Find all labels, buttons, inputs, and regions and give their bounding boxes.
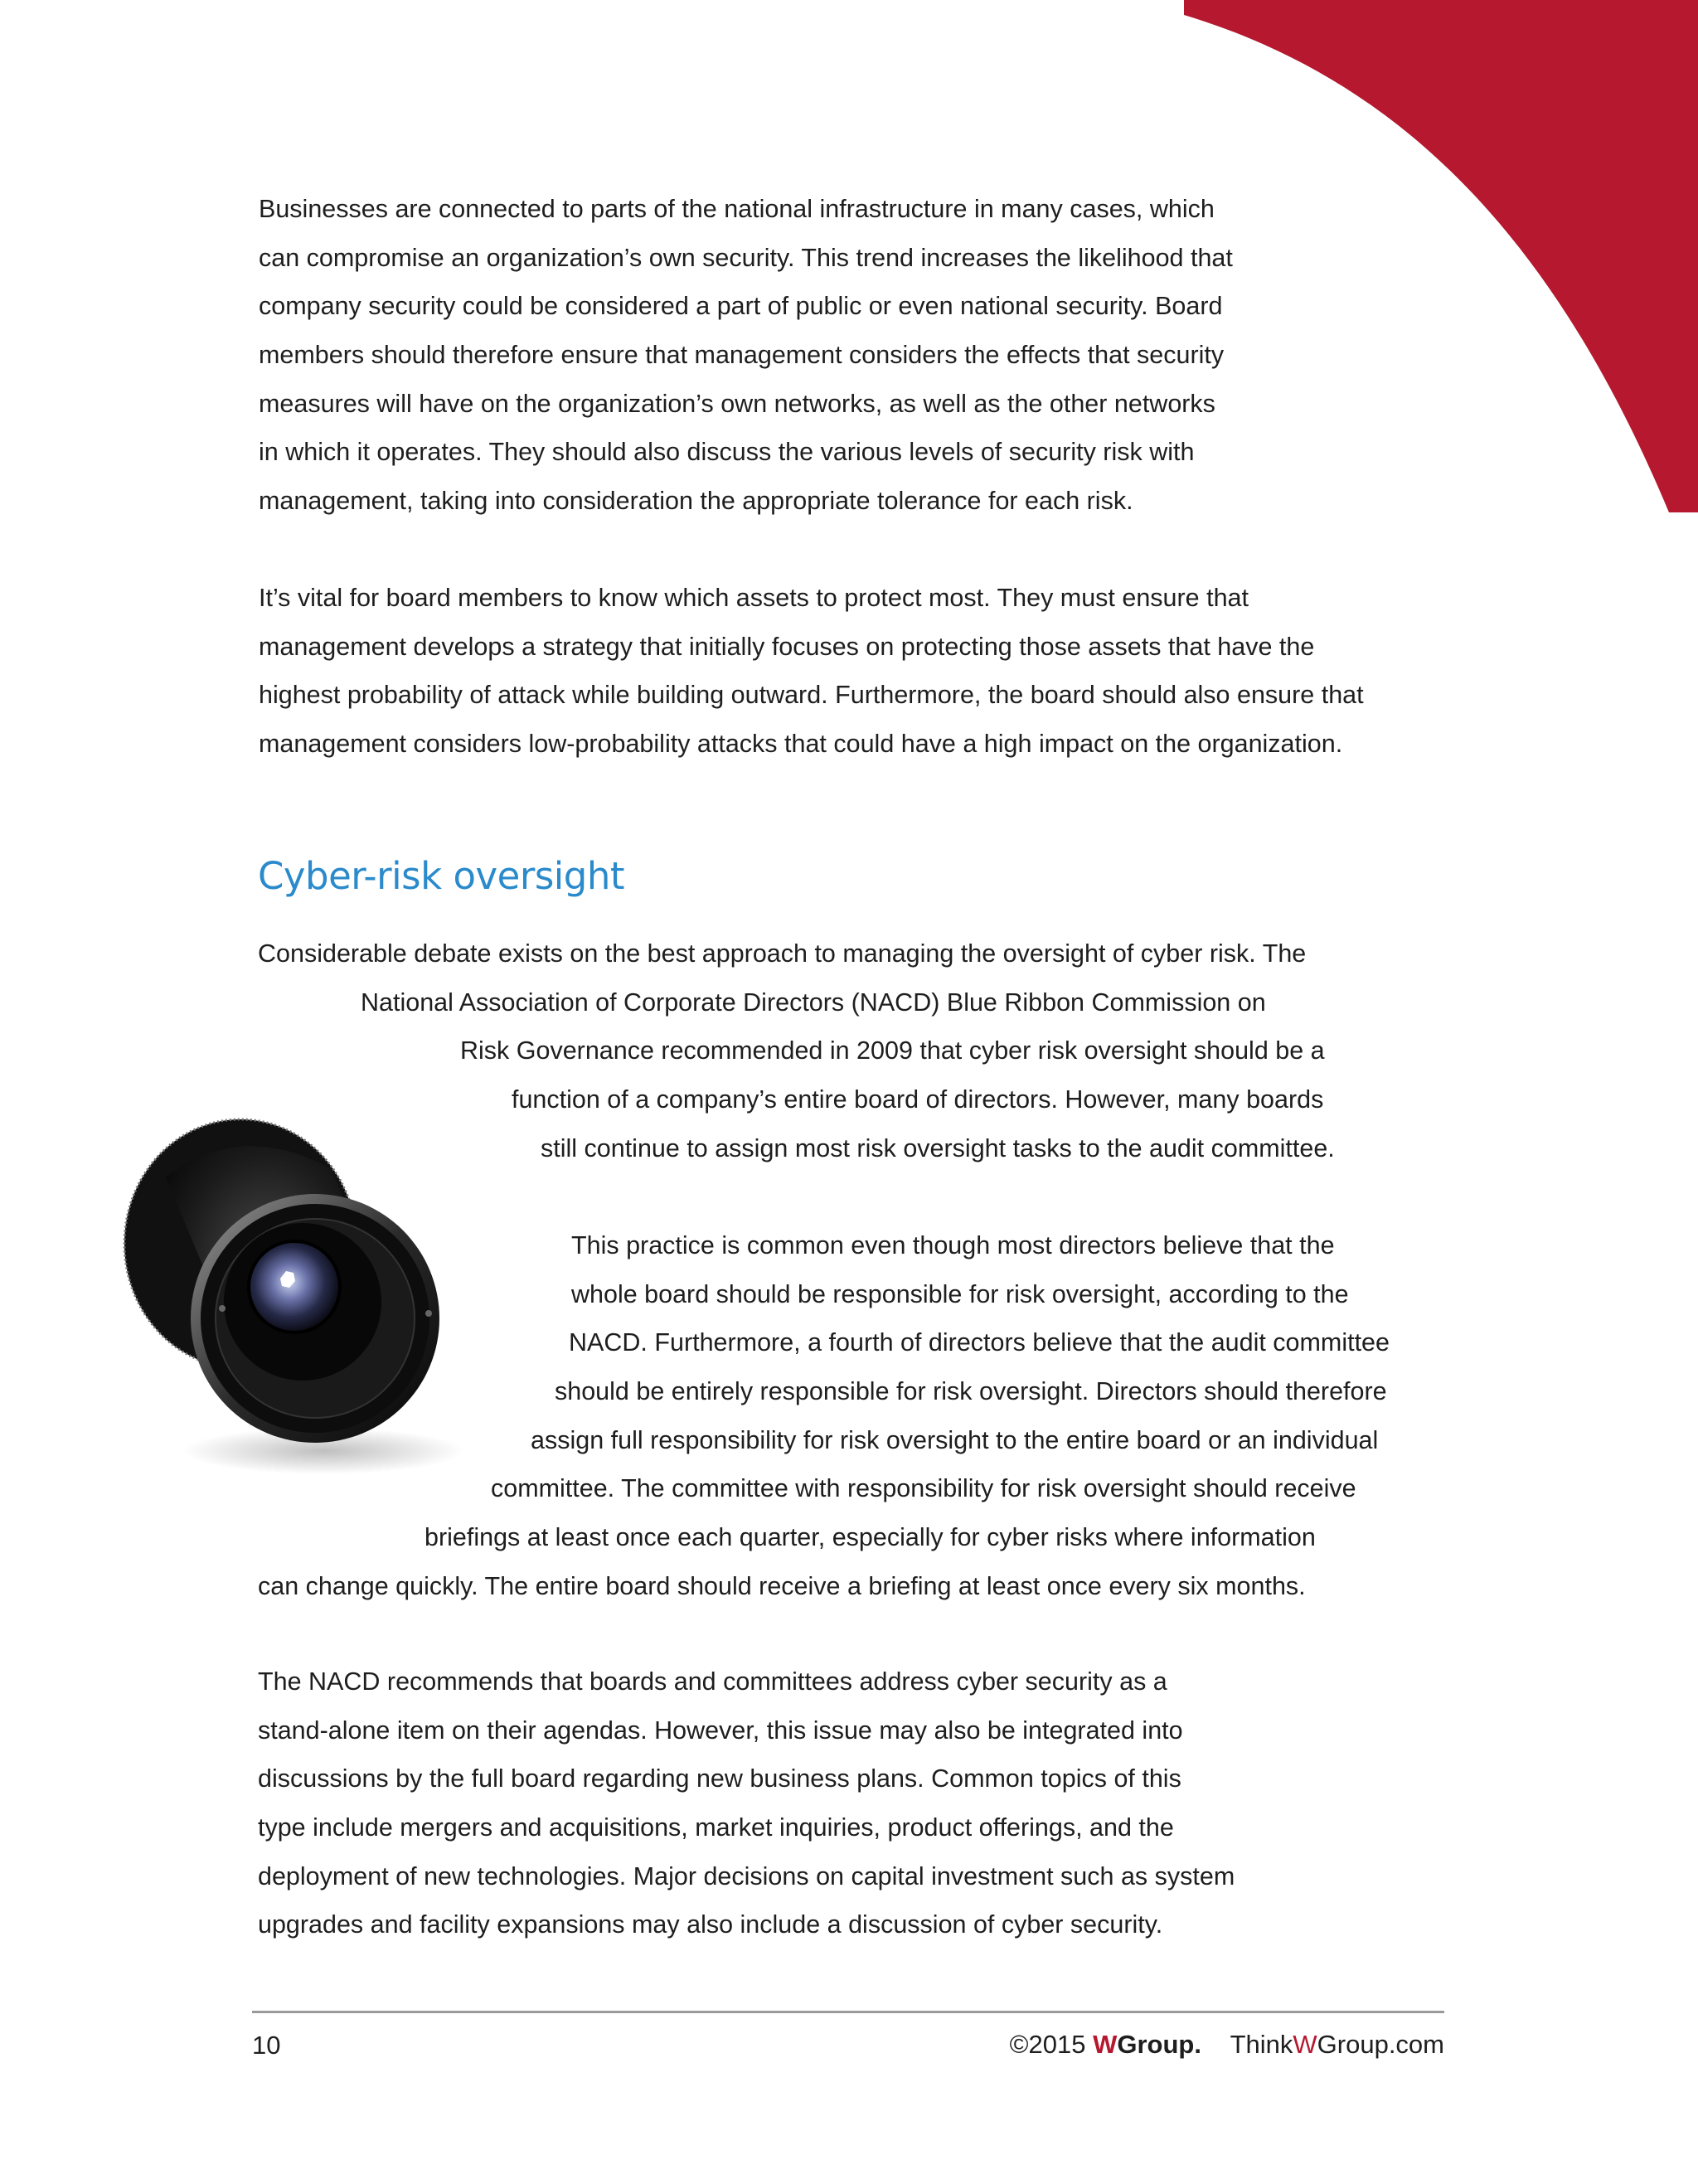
text-line: still continue to assign most risk oversight tasks to the audit committee. — [541, 1133, 1335, 1162]
text-line: assign full responsibility for risk oversight to the entire board or an individual — [531, 1425, 1379, 1454]
site-prefix: Think — [1230, 2030, 1293, 2059]
footer-brand — [1010, 2030, 1444, 2060]
text-line: Risk Governance recommended in 2009 that cyber risk oversight should be a — [460, 1036, 1325, 1065]
text-line: deployment of new technologies. Major decisions on capital investment such as system — [258, 1861, 1235, 1890]
camera-lens-photo — [116, 1103, 481, 1484]
text-line: stand-alone item on their agendas. However, this issue may also be integrated into — [258, 1716, 1183, 1745]
text-line: National Association of Corporate Directors (NACD) Blue Ribbon Commission on — [361, 988, 1266, 1017]
text-line: members should therefore ensure that management considers the effects that security — [259, 341, 1225, 370]
website-link[interactable] — [1230, 2030, 1444, 2059]
text-line: can compromise an organization’s own security. This trend increases the likelihood that — [259, 243, 1233, 272]
text-line: It’s vital for board members to know which assets to protect most. They must ensure that — [259, 584, 1249, 612]
intro-paragraph-1 — [259, 185, 1233, 526]
text-line: upgrades and facility expansions may also include a discussion of cyber security. — [258, 1910, 1163, 1939]
text-line: management considers low-probability attacks that could have a high impact on the organization. — [259, 730, 1343, 759]
text-line: This practice is common even though most directors believe that the — [571, 1231, 1335, 1259]
text-line: measures will have on the organization’s own networks, as well as the other networks — [259, 389, 1215, 418]
text-line: NACD. Furthermore, a fourth of directors believe that the audit committee — [569, 1328, 1390, 1357]
closing-paragraph — [258, 1657, 1235, 1949]
site-suffix: Group.com — [1317, 2030, 1444, 2059]
text-line: management, taking into consideration the appropriate tolerance for each risk. — [259, 487, 1133, 516]
text-line: management develops a strategy that initially focuses on protecting those assets that have the — [259, 632, 1315, 661]
text-line: Considerable debate exists on the best approach to managing the oversight of cyber risk. The — [258, 939, 1307, 968]
text-line: whole board should be responsible for risk oversight, according to the — [571, 1279, 1349, 1308]
copyright-text: ©2015 — [1009, 2030, 1086, 2059]
text-line: can change quickly. The entire board should receive a briefing at least once every six months. — [258, 1571, 1306, 1600]
text-line: function of a company’s entire board of directors. However, many boards — [512, 1085, 1324, 1114]
text-line: should be entirely responsible for risk oversight. Directors should therefore — [555, 1377, 1387, 1406]
section-heading: Cyber-risk oversight — [258, 854, 624, 898]
text-line: discussions by the full board regarding new business plans. Common topics of this — [258, 1764, 1181, 1793]
text-line: highest probability of attack while building outward. Furthermore, the board should also ensure that — [259, 681, 1364, 710]
site-accent: W — [1293, 2030, 1317, 2059]
footer-rule — [252, 2011, 1444, 2013]
text-line: committee. The committee with responsibility for risk oversight should receive — [491, 1474, 1356, 1503]
text-line: Businesses are connected to parts of the national infrastructure in many cases, which — [259, 195, 1215, 223]
page-number: 10 — [252, 2031, 281, 2060]
brand-accent: W — [1093, 2030, 1118, 2059]
text-line: type include mergers and acquisitions, market inquiries, product offerings, and the — [258, 1813, 1174, 1842]
brand-rest: Group. — [1117, 2030, 1201, 2059]
text-line: briefings at least once each quarter, especially for cyber risks where information — [424, 1523, 1316, 1552]
text-line: in which it operates. They should also discuss the various levels of security risk with — [259, 438, 1195, 467]
brand-name — [1093, 2030, 1201, 2059]
intro-paragraph-2 — [259, 574, 1364, 769]
text-line: company security could be considered a part of public or even national security. Board — [259, 292, 1223, 321]
text-line: The NACD recommends that boards and committees address cyber security as a — [258, 1667, 1167, 1696]
